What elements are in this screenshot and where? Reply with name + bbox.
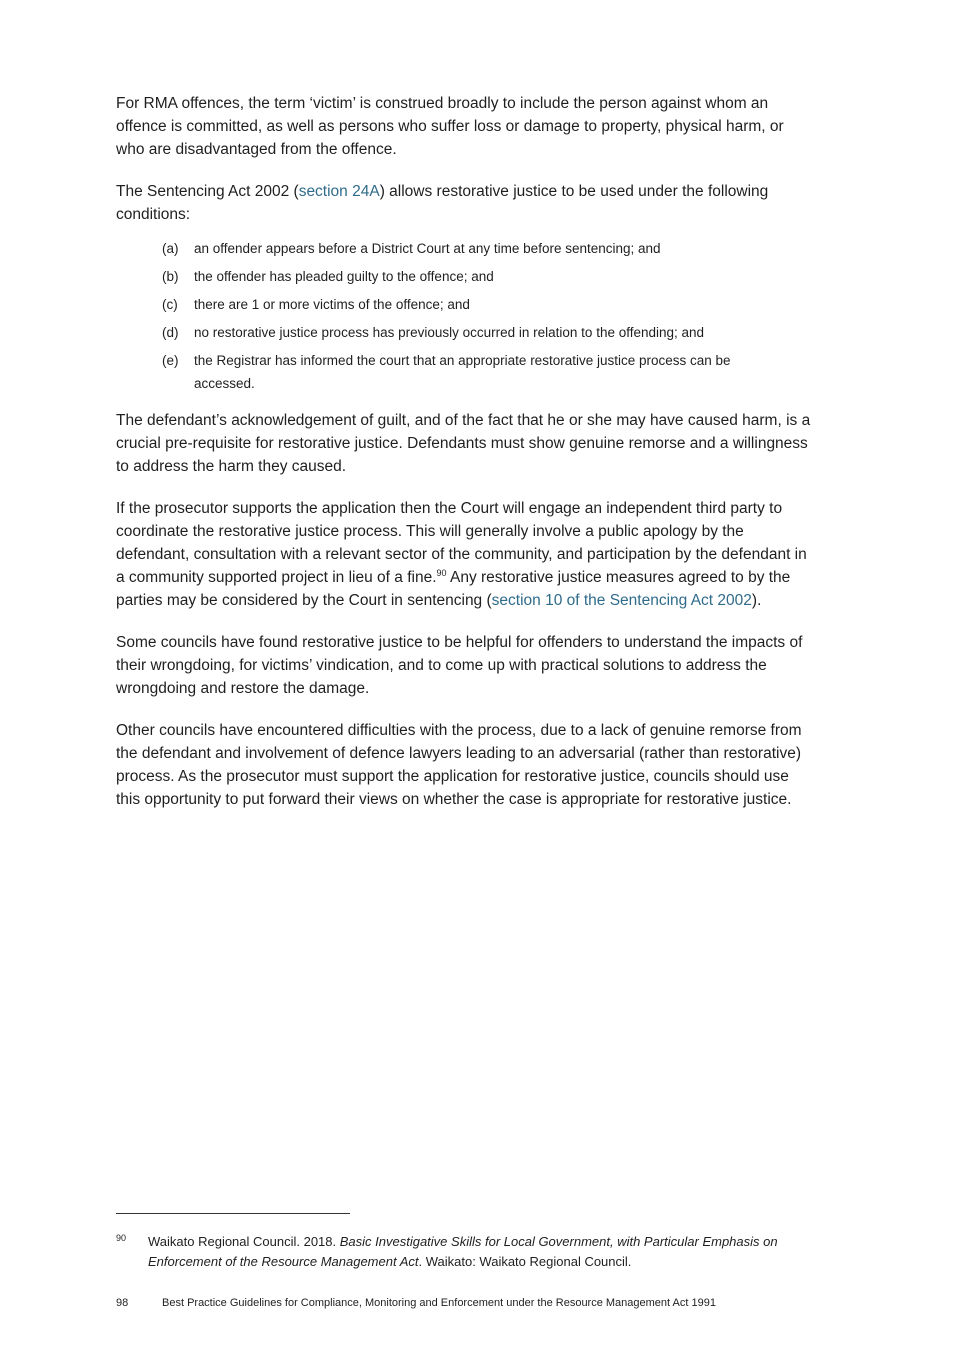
paragraph-acknowledgement: The defendant’s acknowledgement of guilt, and of the fact that he or she may have caused harm, is a crucial pre-requisite for restorative justice. Defendants must show genuine remorse and a willingness to address the harm they caused. <box>116 412 811 475</box>
footnote-publisher: . Waikato: Waikato Regional Council. <box>418 1254 632 1269</box>
list-item <box>162 237 816 260</box>
footnote-number: 90 <box>116 1233 127 1243</box>
condition-text: an offender appears before a District Court at any time before sentencing; and <box>194 241 661 256</box>
list-item <box>162 349 816 395</box>
paragraph-prosecutor-support <box>116 497 816 612</box>
paragraph-victim-definition: For RMA offences, the term ‘victim’ is construed broadly to include the person against whom an offence is committed, as well as persons who suffer loss or damage to property, physical harm, or who are disadvantaged from the offence. <box>116 95 784 158</box>
condition-label: (e) <box>162 353 179 368</box>
footnote-reference[interactable]: 90 <box>436 567 447 578</box>
conditions-list <box>116 237 816 395</box>
link-section-10[interactable]: section 10 of the Sentencing Act 2002 <box>491 592 752 609</box>
page-footer <box>116 1297 716 1309</box>
condition-text: no restorative justice process has previously occurred in relation to the offending; and <box>194 325 705 340</box>
condition-label: (d) <box>162 325 179 340</box>
paragraph-text: If the prosecutor supports the application then the Court will engage an independent third party to coordinate the restorative justice process. This will generally involve a public apology by the defendant, consultation with a relevant sector of the community, and participation by the defendant in a community supported project in lieu of a fine. <box>116 500 807 586</box>
list-item <box>162 265 816 288</box>
condition-label: (b) <box>162 269 179 284</box>
paragraph-sentencing-act <box>116 180 816 226</box>
paragraph-text: ) allows restorative justice to be used under the following conditions: <box>116 183 769 223</box>
paragraph-text: Any restorative justice measures agreed to by the parties may be considered by the Court in sentencing ( <box>116 569 791 609</box>
footnote-text <box>148 1232 816 1272</box>
page-body <box>116 92 816 830</box>
condition-text: there are 1 or more victims of the offence; and <box>194 297 470 312</box>
paragraph-text: The Sentencing Act 2002 ( <box>116 183 299 200</box>
paragraph-councils-helpful: Some councils have found restorative justice to be helpful for offenders to understand the impacts of their wrongdoing, for victims’ vindication, and to come up with practical solutions to address the wrongdoing and restore the damage. <box>116 634 803 697</box>
footnote-citation: Waikato Regional Council. 2018. <box>148 1234 340 1249</box>
paragraph-councils-difficulties: Other councils have encountered difficulties with the process, due to a lack of genuine remorse from the defendant and involvement of defence lawyers leading to an adversarial (rather than restorative) process. As the prosecutor must support the application for restorative justice, councils should use this opportunity to put forward their views on whether the case is appropriate for restorative justice. <box>116 722 802 808</box>
list-item <box>162 293 816 316</box>
page-number: 98 <box>116 1297 129 1309</box>
footnote-divider <box>116 1213 350 1214</box>
condition-label: (c) <box>162 297 178 312</box>
link-section-24a[interactable]: section 24A <box>298 183 380 200</box>
condition-label: (a) <box>162 241 179 256</box>
list-item <box>162 321 816 344</box>
condition-text: the Registrar has informed the court that an appropriate restorative justice process can be accessed. <box>194 353 731 391</box>
paragraph-text: ). <box>751 592 762 609</box>
condition-text: the offender has pleaded guilty to the offence; and <box>194 269 494 284</box>
document-title: Best Practice Guidelines for Compliance, Monitoring and Enforcement under the Resource Management Act 1991 <box>162 1297 716 1309</box>
footnote <box>116 1232 816 1272</box>
footnote-title: Basic Investigative Skills for Local Government, with Particular Emphasis on Enforcement of the Resource Management Act <box>148 1234 778 1269</box>
